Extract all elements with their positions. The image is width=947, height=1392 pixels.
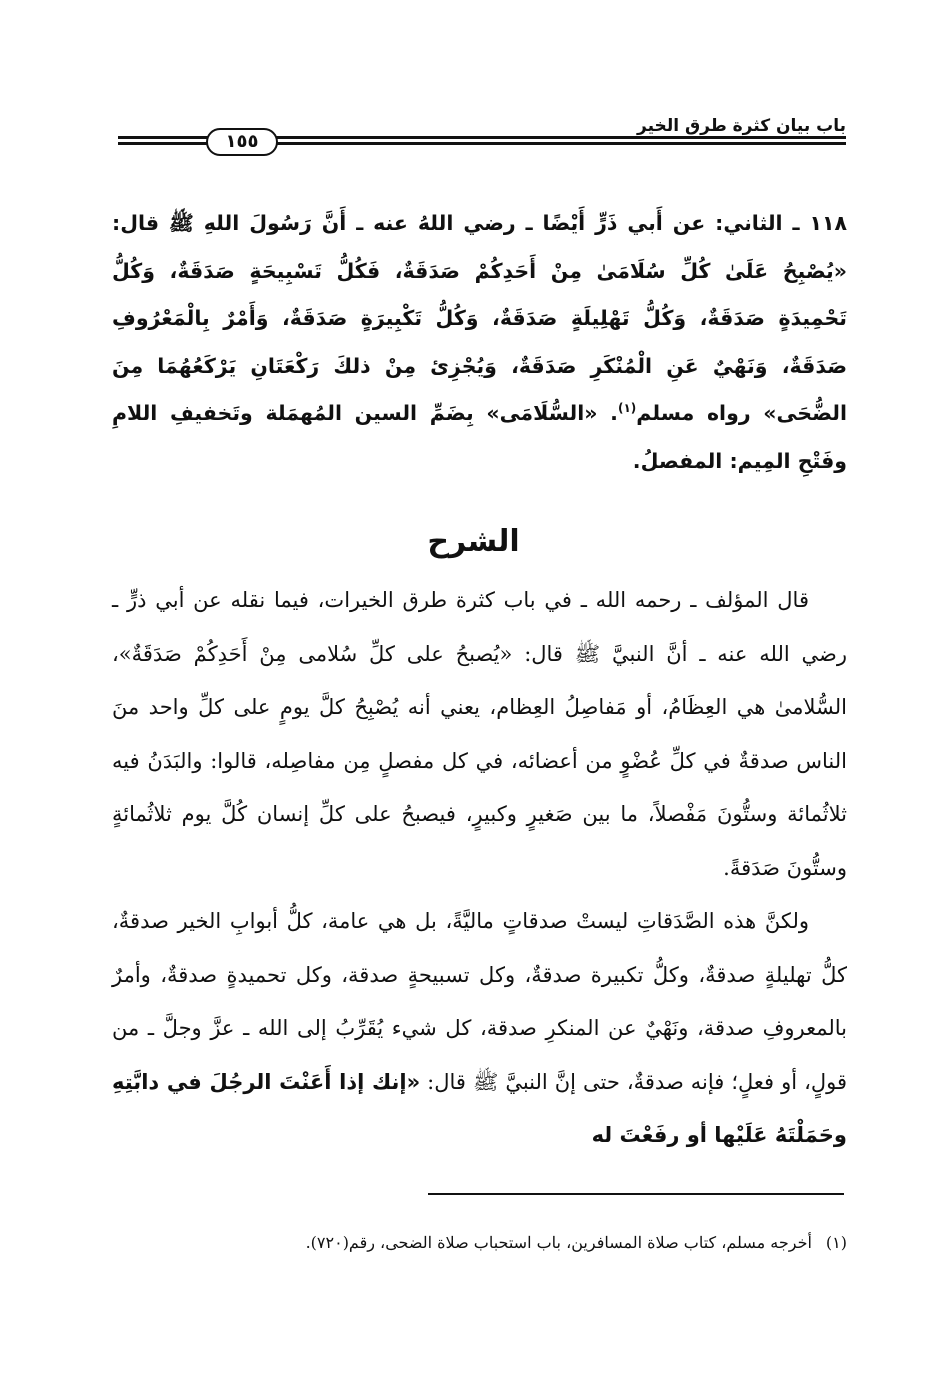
hadith-text [112, 200, 847, 485]
commentary-paragraph-2-text: ولكنَّ هذه الصَّدَقاتِ ليستْ صدقاتٍ ماليَّةً، بل هي عامة، كلُّ أبوابِ الخير صدقةٌ، كلُّ تهليلةٍ صدقةٌ، وكلُّ تكبيرة صدقةٌ، وكل تسبيحةٍ صدقة، وكل تحميدةٍ صدقةٌ، وأمرٌ بالمعروفِ صدقة، ونَهْيٌ عن المنكرِ صدقة، كل شيء يُقَرِّبُ إلى الله ـ عزَّ وجلَّ ـ من قولٍ، أو فعلٍ؛ فإنه صدقةٌ، حتى إنَّ النبيَّ ﷺ قال: [112, 909, 848, 1094]
footnote-number: (١) [825, 1233, 847, 1252]
footnote-divider [428, 1193, 844, 1195]
hadith-explanation: . «السُّلَامَى» بِضَمِّ السين المُهمَلة وتَخفيفِ اللامِ وفَتْحِ المِيم: المفصلُ. [112, 401, 847, 473]
commentary-paragraph-1: قال المؤلف ـ رحمه الله ـ في باب كثرة طرق الخيرات، فيما نقله عن أبي ذرٍّ ـ رضي الله عنه ـ أنَّ النبيَّ ﷺ قال: «يُصبحُ على كلِّ سُلامى مِنْ أَحَدِكُمْ صَدَقَةٌ»، السُّلامىٰ هي العِظَامُ، أو مَفاصِلُ العِظام، يعني أنه يُصْبِحُ كلَّ يومٍ على كلِّ واحد منَ الناس صدقةٌ في كلِّ عُضْوٍ من أعضائه، في كل مفصلٍ مِن مفاصِله، قالوا: والبَدَنُ فيه ثلاثُمائة وستُّونَ مَفْصلاً، ما بين صَغيرٍ وكبيرٍ، فيصبحُ على كلِّ إنسان كُلَّ يوم ثلاثُمائةٍ وستُّونَ صَدَقةً. [112, 588, 848, 880]
footnote [112, 1230, 847, 1256]
commentary-paragraph-2 [112, 895, 847, 1163]
page-header [118, 112, 846, 160]
hadith-main: ١١٨ ـ الثاني: عن أَبي ذَرٍّ أَيْضًا ـ رضي اللهُ عنه ـ أَنَّ رَسُولَ اللهِ ﷺ قال: «يُصْبِحُ عَلَىٰ كُلِّ سُلَامَىٰ مِنْ أَحَدِكُمْ صَدَقَةٌ، فَكُلُّ تَسْبِيحَةٍ صَدَقَةٌ، وَكُلُّ تَحْمِيدَةٍ صَدَقَةٌ، وَكُلُّ تَهْلِيلَةٍ صَدَقَةٌ، وَكُلُّ تَكْبِيرَةٍ صَدَقَةٌ، وَأَمْرٌ بِالْمَعْرُوفِ صَدَقَةٌ، وَنَهْيٌ عَنِ الْمُنْكَرِ صَدَقَةٌ، وَيُجْزِئ مِنْ ذلكَ رَكْعَتَانِ يَرْكَعُهُمَا مِنَ الضُّحَى» رواه مسلم [112, 211, 847, 425]
section-heading: الشرح [427, 524, 520, 559]
hadith-paragraph [112, 200, 847, 485]
commentary [112, 574, 847, 1163]
commentary-quote: «إنك إذا أَعَنْتَ الرجُلَ في دابَّتِهِ وحَمَلْتَهُ عَلَيْها أو رفَعْتَ له [112, 1069, 847, 1147]
footnote-text: أخرجه مسلم، كتاب صلاة المسافرين، باب استحباب صلاة الضحى، رقم(٧٢٠). [305, 1233, 812, 1252]
footnote-marker: (١) [617, 401, 637, 416]
page-number: ١٥٥ [206, 128, 278, 156]
running-title: باب بيان كثرة طرق الخير [637, 116, 846, 136]
